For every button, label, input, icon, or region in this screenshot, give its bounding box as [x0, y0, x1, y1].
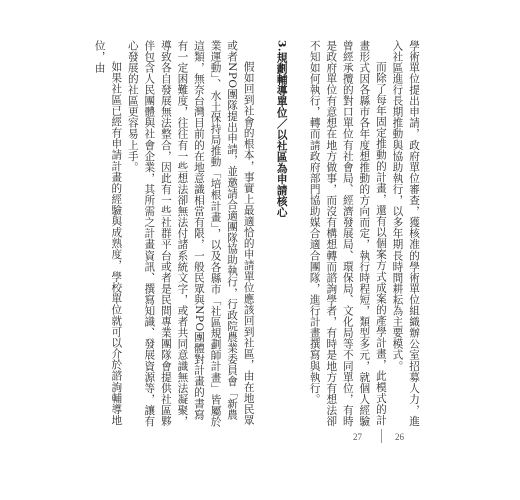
paragraph-4: 如果社區已經有申請計畫的經驗與成熟度，學校單位就可以介於諮詢輔導地位，由: [93, 40, 123, 426]
folio-divider: [381, 429, 382, 443]
paragraph-3: 假如回到社會的根本，事實上最適恰的申請單位應該回到社區，由在地民眾或者NPO團隊提出申請，並邀請合適團隊協助執行，行政院農業委員會「新農業運動」、水土保持局推動「培根計畫」，以及各縣市「社區規劃師計畫」皆屬於這類，無奈台灣目前的在地意識相當有限，一般民眾與NPO團體對計畫的書寫有一定困難度，往往有一些想法卻無法付諸系統文字，或者共同意識無法凝聚，導致各自發展無法整合，因此有一些社群平台或者是民間專業團隊會提供社區夥伴包含人民團體與社會企業，其所需之計畫資訊、撰寫知識、發展資源等，讓有心發展的社區更容易上手。: [126, 40, 255, 428]
page-number-left: 27: [353, 432, 362, 442]
page-number-right: 26: [395, 432, 404, 442]
paragraph-2: 而除了每年固定推動的計畫，還有以個案方式成案的產學計畫，此模式的計畫形式因各縣市各年度想推動的方向而定，執行時程短，類型多元，就個人經驗曾經承攬的對口單位有社會局、經濟發展局、環保局、文化局等不同單位，有時是政府單位有意想在地方做事，而沒有構想轉而諮詢學者，有時是地方有想法卻不知如何執行，轉而請政府部門協助媒合適合團隊，進行計畫撰寫與執行。: [308, 40, 387, 427]
section-heading: 3.規劃輔導單位／以社區為申請核心: [275, 40, 288, 218]
paragraph-1: 學術單位提出申請，政府單位審查，獲核准的學術單位組織辦公室招募人力，進入社區進行長期推動與協助執行，以多年期長時間耕耘為主要模式。: [391, 40, 420, 427]
vertical-text-body: [93, 40, 422, 428]
